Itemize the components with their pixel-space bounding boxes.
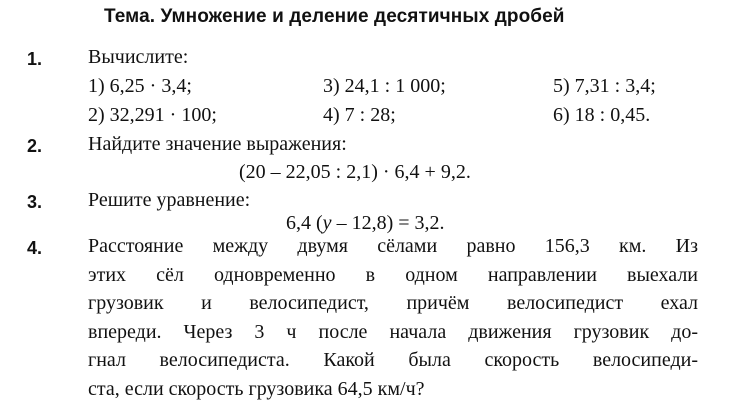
task-3-number: 3. [27, 192, 43, 212]
task-1-number: 1. [27, 49, 43, 69]
task-4-line-1: Расстояние между двумя сёлами равно 156,3 км. Из [88, 235, 698, 257]
task-4-line-5: гнал велосипедиста. Какой была скорость велосипеди- [88, 349, 698, 371]
task-1-item-3: 3) 24,1 : 1 000; [323, 75, 446, 97]
equation-left: 6,4 ( [286, 212, 323, 234]
task-2-heading: Найдите значение выражения: [88, 133, 347, 155]
task-4-number: 4. [27, 238, 43, 258]
task-4-line-6: ста, если скорость грузовика 64,5 км/ч? [88, 377, 425, 400]
task-2-expression: (20 – 22,05 : 2,1) · 6,4 + 9,2. [239, 161, 471, 183]
task-3-heading: Решите уравнение: [88, 189, 251, 211]
task-1-item-4: 4) 7 : 28; [323, 104, 396, 126]
page-title [104, 6, 565, 28]
title-topic-text: Умножение и деление десятичных дробей [155, 6, 565, 27]
task-4-paragraph [88, 232, 698, 403]
equation-right: – 12,8) = 3,2. [331, 212, 445, 234]
task-4-line-4: впереди. Через 3 ч после начала движения грузовик до- [88, 320, 698, 343]
task-1-heading: Вычислите: [88, 46, 189, 68]
task-1-item-2: 2) 32,291 · 100; [88, 104, 217, 126]
task-1-item-1: 1) 6,25 · 3,4; [88, 75, 192, 97]
equation-variable: y [322, 212, 332, 234]
task-4-line-3: грузовик и велосипедист, причём велосипедист ехал [88, 292, 698, 314]
task-1-item-5: 5) 7,31 : 3,4; [553, 75, 656, 97]
task-2-number: 2. [27, 136, 43, 156]
task-1-item-6: 6) 18 : 0,45. [553, 104, 651, 126]
task-4-line-2: этих сёл одновременно в одном направлении выехали [88, 263, 698, 286]
title-topic-label: Тема. [104, 6, 156, 27]
